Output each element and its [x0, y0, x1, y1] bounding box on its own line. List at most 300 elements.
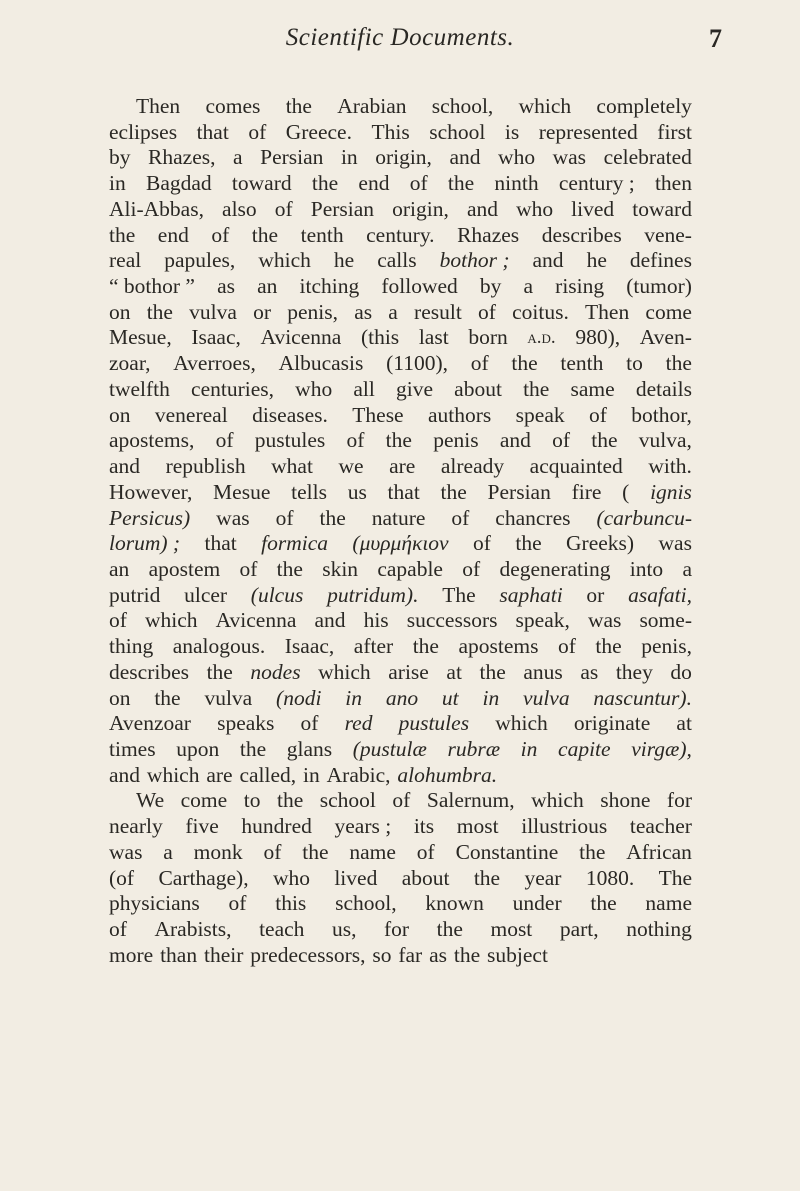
word: chancres: [495, 505, 571, 530]
word: These: [352, 402, 404, 427]
word: represented: [538, 119, 638, 144]
text-line: [109, 583, 692, 609]
word: the: [479, 659, 506, 684]
word: hundred: [241, 814, 312, 839]
word: coitus.: [512, 299, 569, 324]
word: who: [295, 376, 333, 401]
word: originate: [573, 711, 651, 736]
word: of: [462, 556, 481, 581]
word: name: [349, 839, 396, 864]
word: its: [413, 814, 435, 839]
word: and: [109, 762, 141, 787]
word: Persicus): [109, 505, 191, 530]
text-line: [109, 506, 692, 532]
word: the: [239, 736, 267, 761]
word: century.: [366, 222, 435, 247]
word: which: [258, 248, 311, 273]
word: of: [416, 839, 435, 864]
word: itching: [299, 274, 360, 299]
word: monk: [193, 839, 243, 864]
word: origin,: [392, 196, 449, 221]
word: republish: [165, 454, 246, 479]
word: Then: [136, 94, 181, 118]
word: tenth: [560, 351, 604, 376]
word: rubræ: [447, 736, 501, 761]
word: of: [473, 531, 491, 556]
text-line: [109, 377, 692, 403]
word: Salernum,: [426, 788, 515, 813]
word: putrid: [109, 582, 161, 607]
word: predecessors,: [250, 942, 366, 967]
word: who: [498, 145, 536, 170]
word: in: [520, 736, 538, 761]
word: followed: [381, 274, 458, 299]
word: and: [466, 196, 498, 221]
text-line: [109, 608, 692, 634]
word: speaks: [217, 711, 275, 736]
word: bothor ;: [439, 248, 510, 273]
word: nearly: [109, 814, 163, 839]
word: of: [451, 505, 470, 530]
word: penis,: [641, 634, 692, 659]
word: vene-: [644, 222, 692, 247]
word: a: [388, 299, 398, 324]
word: far: [398, 942, 423, 967]
word: the: [302, 839, 329, 864]
text-line: [109, 557, 692, 583]
word: after: [353, 634, 394, 659]
word: shone: [600, 788, 651, 813]
word: year: [524, 865, 562, 890]
word: their: [203, 942, 244, 967]
word: he: [333, 248, 355, 273]
word: describes: [109, 659, 189, 684]
word: called,: [239, 762, 297, 787]
word: ninth: [494, 171, 539, 196]
word: of: [392, 788, 411, 813]
word: the: [453, 942, 481, 967]
word: capite: [558, 736, 611, 761]
word: so: [372, 942, 392, 967]
word: most: [490, 917, 533, 941]
word: saphati: [499, 582, 563, 607]
word: on: [109, 299, 131, 324]
word: Persian: [310, 196, 375, 221]
word: 980),: [575, 325, 621, 350]
word: red: [344, 711, 373, 736]
text-line: [109, 248, 692, 274]
word: at: [446, 659, 462, 684]
word: was: [109, 839, 143, 864]
word: are: [389, 454, 416, 479]
word: eclipses: [109, 119, 178, 144]
word: (of: [109, 865, 135, 890]
word: the: [311, 171, 339, 196]
word: arise: [388, 659, 429, 684]
word: penis: [433, 428, 479, 453]
word: an: [257, 274, 278, 299]
word: also: [222, 196, 257, 221]
text-line: [109, 171, 692, 197]
word: that: [387, 479, 420, 504]
word: or: [586, 582, 605, 607]
text-line: [109, 300, 692, 326]
word: is: [504, 119, 520, 144]
word: of: [478, 299, 496, 324]
word: of: [470, 351, 489, 376]
word: as: [429, 942, 448, 967]
text-line: [109, 917, 692, 943]
word: and: [499, 428, 531, 453]
word: the: [276, 788, 304, 813]
word: the: [285, 94, 312, 118]
word: vulva,: [638, 428, 692, 453]
word: Ali-Abbas,: [109, 196, 204, 221]
word: nature: [371, 505, 426, 530]
word: all: [353, 376, 375, 401]
word: Greeks): [566, 531, 635, 556]
word: as: [354, 299, 373, 324]
word: fire: [571, 479, 602, 504]
word: This: [371, 119, 410, 144]
word: a: [163, 839, 173, 864]
word: African: [626, 839, 692, 864]
text-line: [109, 660, 692, 686]
word: of: [239, 556, 258, 581]
text-line: [109, 686, 692, 712]
word: teacher: [629, 814, 692, 839]
word: virgæ),: [631, 736, 692, 761]
word: which: [144, 608, 198, 633]
word: than: [160, 942, 198, 967]
text-line: [109, 428, 692, 454]
word: papules,: [164, 248, 236, 273]
word: nascuntur).: [593, 685, 692, 710]
word: in: [340, 145, 358, 170]
text-line: [109, 120, 692, 146]
word: which: [518, 94, 572, 118]
word: we: [338, 454, 364, 479]
word: the: [385, 428, 412, 453]
word: of: [588, 402, 607, 427]
word: Arabic,: [326, 762, 391, 787]
word: and: [314, 608, 346, 633]
text-line: [109, 866, 692, 892]
word: the: [436, 917, 463, 941]
word: completely: [596, 94, 692, 118]
word: of: [211, 222, 230, 247]
word: Rhazes,: [148, 145, 216, 170]
word: century ;: [558, 171, 635, 196]
running-title: Scientific Documents.: [285, 24, 515, 51]
word: school,: [335, 891, 397, 916]
word: centuries,: [191, 376, 275, 401]
word: diseases.: [252, 402, 328, 427]
text-line: [109, 891, 692, 917]
word: which: [495, 711, 548, 736]
word: ano: [385, 685, 419, 710]
word: apostems: [458, 634, 539, 659]
text-line: [109, 531, 692, 557]
word: Carthage),: [158, 865, 249, 890]
word: However,: [109, 479, 193, 504]
word: the: [665, 351, 692, 376]
word: to: [243, 788, 261, 813]
word: of: [248, 119, 267, 144]
word: asafati,: [628, 582, 692, 607]
word: the: [579, 839, 606, 864]
word: into: [629, 556, 664, 581]
word: Rhazes: [457, 222, 520, 247]
word: of: [300, 711, 319, 736]
word: the: [523, 376, 550, 401]
word: lived: [571, 196, 615, 221]
word: Aven-: [639, 325, 692, 350]
word: us: [347, 479, 367, 504]
word: tells: [291, 479, 327, 504]
word: who: [272, 865, 310, 890]
word: degenerating: [499, 556, 611, 581]
word: lived: [334, 865, 378, 890]
text-line: [109, 814, 692, 840]
word: school: [429, 119, 486, 144]
word: was: [587, 608, 622, 633]
word: of: [263, 839, 282, 864]
word: (: [622, 479, 630, 504]
word: teach: [259, 917, 305, 941]
word: ulcer: [184, 582, 228, 607]
word: The: [658, 865, 692, 890]
word: school,: [431, 94, 494, 118]
word: analogous.: [172, 634, 266, 659]
word: celebrated: [603, 145, 692, 170]
word: as: [580, 659, 599, 684]
word: toward: [632, 196, 692, 221]
word: vulva: [204, 685, 253, 710]
text-line: [109, 788, 692, 814]
word: speak,: [515, 608, 570, 633]
word: part,: [559, 917, 599, 941]
word: of: [109, 608, 127, 633]
word: ut: [441, 685, 459, 710]
word: authors: [427, 402, 492, 427]
word: last: [418, 325, 449, 350]
word: successors: [406, 608, 498, 633]
word: tenth: [300, 222, 344, 247]
text-line: [109, 840, 692, 866]
word: born: [468, 325, 508, 350]
word: origin,: [375, 145, 432, 170]
text-line: [109, 763, 692, 789]
word: are: [206, 762, 233, 787]
text-line: [109, 454, 692, 480]
text-line: [109, 634, 692, 660]
word: real: [109, 248, 142, 273]
word: the: [447, 171, 475, 196]
word: (tumor): [626, 274, 692, 299]
word: rising: [555, 274, 605, 299]
word: some-: [639, 608, 692, 633]
word: subject: [487, 942, 548, 967]
word: (nodi: [276, 685, 322, 710]
word: about: [454, 376, 502, 401]
word: the: [440, 479, 467, 504]
word: give: [395, 376, 434, 401]
word: apostem: [148, 556, 221, 581]
word: who: [516, 196, 554, 221]
word: Bagdad: [145, 171, 212, 196]
text-line: [109, 711, 692, 737]
text-line: [109, 480, 692, 506]
word: 1080.: [585, 865, 635, 890]
word: on: [109, 402, 131, 427]
word: and: [109, 454, 141, 479]
word: bothor,: [631, 402, 692, 427]
word: putridum).: [327, 582, 419, 607]
word: under: [512, 891, 562, 916]
word: with.: [648, 454, 692, 479]
text-line: [109, 737, 692, 763]
word: vulva: [189, 299, 237, 324]
word: that: [196, 119, 229, 144]
word: was: [216, 505, 250, 530]
word: the: [319, 505, 346, 530]
word: The: [442, 582, 476, 607]
word: anus: [523, 659, 563, 684]
word: that: [204, 531, 237, 556]
word: “ bothor ”: [109, 274, 195, 299]
word: vulva: [523, 685, 570, 710]
word: (ulcus: [250, 582, 304, 607]
text-line: [109, 145, 692, 171]
text-line: [109, 223, 692, 249]
word: Averroes,: [173, 351, 256, 376]
word: (pustulæ: [352, 736, 427, 761]
text-line: [109, 325, 692, 351]
word: the: [595, 634, 622, 659]
word: capable: [377, 556, 443, 581]
word: upon: [176, 736, 220, 761]
word: an: [109, 556, 130, 581]
word: in: [345, 685, 362, 710]
word: result: [414, 299, 462, 324]
word: a: [682, 556, 692, 581]
word: of: [228, 891, 247, 916]
word: Mesue,: [109, 325, 172, 350]
word: or: [253, 299, 272, 324]
word: of: [409, 171, 428, 196]
word: (μυρμήκιον: [352, 531, 449, 556]
word: in: [109, 171, 126, 196]
word: a.d.: [527, 327, 556, 349]
word: more: [109, 942, 154, 967]
word: skin: [322, 556, 359, 581]
word: Mesue: [213, 479, 271, 504]
word: (carbuncu-: [596, 505, 692, 530]
word: known: [425, 891, 484, 916]
word: comes: [205, 94, 261, 118]
word: Albucasis: [278, 351, 364, 376]
word: glans: [286, 736, 333, 761]
word: first: [657, 119, 692, 144]
word: of: [274, 196, 293, 221]
word: defines: [629, 248, 692, 273]
word: alohumbra.: [397, 762, 498, 787]
word: the: [473, 865, 501, 890]
word: the: [511, 351, 538, 376]
word: nodes: [250, 659, 301, 684]
word: illustrious: [521, 814, 608, 839]
word: Then: [585, 299, 630, 324]
word: of: [215, 428, 234, 453]
word: (this: [360, 325, 400, 350]
word: for: [384, 917, 410, 941]
word: Avenzoar: [109, 711, 191, 736]
word: he: [586, 248, 607, 273]
word: at: [676, 711, 692, 736]
word: five: [185, 814, 219, 839]
word: his: [363, 608, 389, 633]
word: which: [146, 762, 200, 787]
word: which: [318, 659, 371, 684]
page-number: 7: [709, 24, 722, 53]
word: then: [654, 171, 692, 196]
word: by: [109, 145, 131, 170]
word: the: [515, 531, 542, 556]
text-line: [109, 403, 692, 429]
word: the: [109, 222, 136, 247]
word: the: [146, 299, 173, 324]
word: same: [570, 376, 615, 401]
word: what: [271, 454, 313, 479]
word: was: [552, 145, 587, 170]
text-line: [109, 94, 692, 120]
word: the: [412, 634, 439, 659]
word: end: [157, 222, 189, 247]
text-line: [109, 197, 692, 223]
word: already: [440, 454, 505, 479]
word: in: [303, 762, 320, 787]
word: a: [233, 145, 243, 170]
word: a: [523, 274, 534, 299]
running-head: [0, 24, 800, 64]
word: speak: [515, 402, 565, 427]
word: times: [109, 736, 156, 761]
word: thing: [109, 634, 154, 659]
word: the: [276, 556, 303, 581]
word: they: [615, 659, 653, 684]
word: pustules: [254, 428, 326, 453]
word: twelfth: [109, 376, 170, 401]
word: venereal: [154, 402, 228, 427]
word: about: [401, 865, 450, 890]
word: penis,: [287, 299, 338, 324]
word: of: [552, 428, 571, 453]
text-line: [109, 351, 692, 377]
word: Avicenna: [260, 325, 342, 350]
word: most: [456, 814, 499, 839]
word: nothing: [626, 917, 692, 941]
word: describes: [541, 222, 622, 247]
word: of: [109, 917, 127, 941]
word: come: [180, 788, 228, 813]
word: lorum) ;: [109, 531, 181, 556]
word: (1100),: [386, 351, 448, 376]
word: pustules: [398, 711, 470, 736]
word: formica: [261, 531, 329, 556]
word: in: [482, 685, 500, 710]
word: toward: [231, 171, 292, 196]
